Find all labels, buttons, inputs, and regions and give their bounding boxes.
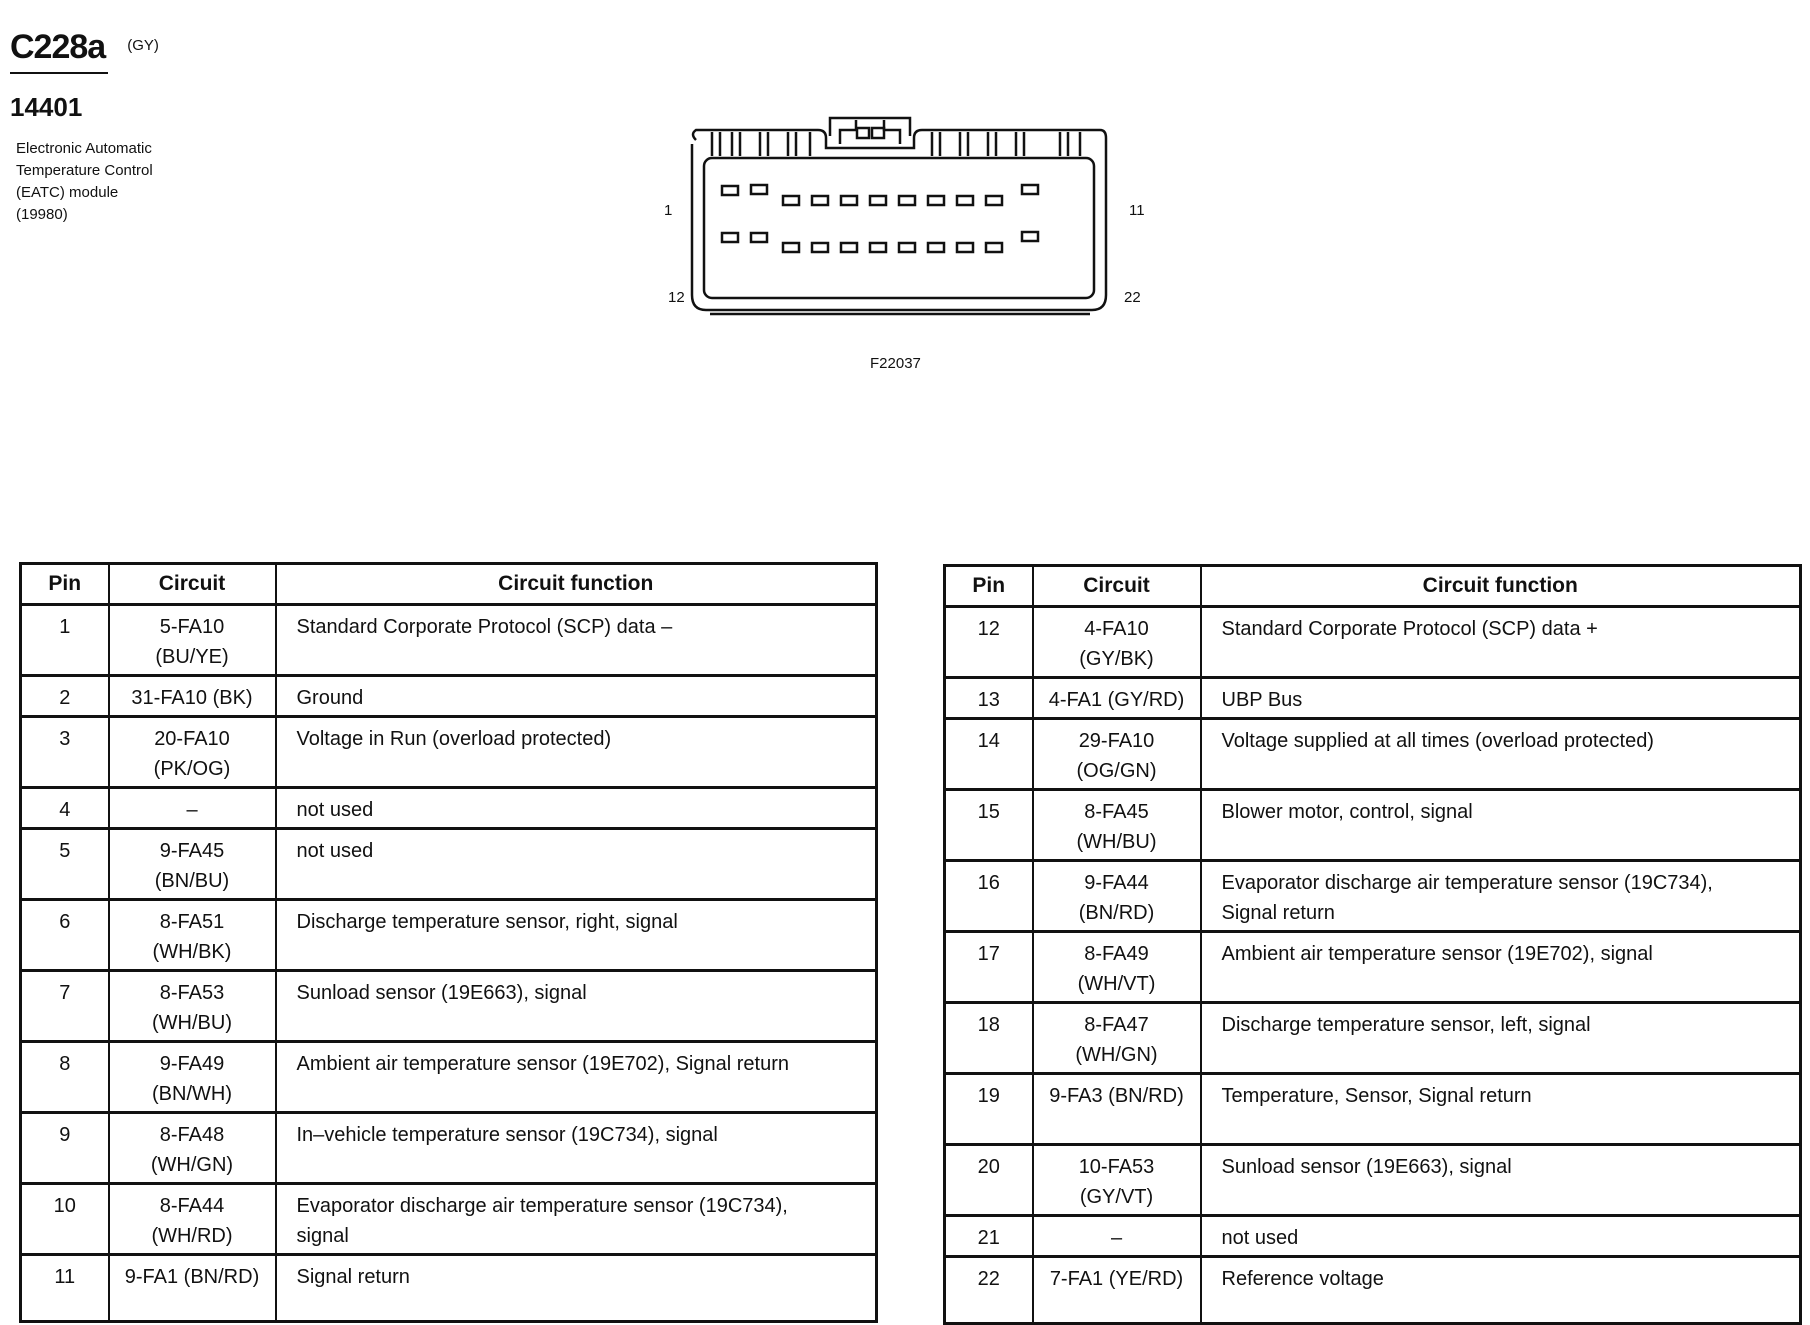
description-line: Electronic Automatic <box>16 140 152 157</box>
function-column-header: Circuit function <box>1201 566 1801 607</box>
circuit-id: 9-FA1 (BN/RD) <box>124 1266 260 1288</box>
connector-color: (GY) <box>127 37 159 54</box>
title-underline <box>10 72 108 74</box>
circuit-cell <box>109 1255 276 1322</box>
circuit-cell <box>109 971 276 1042</box>
circuit-color: (WH/BU) <box>152 1012 232 1034</box>
circuit-id: 20-FA10 <box>154 728 230 750</box>
pin-number: 2 <box>21 676 109 717</box>
table-row <box>945 861 1801 932</box>
table-row <box>21 676 877 717</box>
circuit-color: (WH/BU) <box>1076 831 1157 853</box>
table-row <box>21 971 877 1042</box>
table-row <box>945 1145 1801 1216</box>
circuit-column-header: Circuit <box>109 564 276 605</box>
table-row <box>945 678 1801 719</box>
cavity <box>812 196 828 205</box>
function-cell <box>1201 1074 1801 1145</box>
circuit-color: (GY/BK) <box>1079 648 1154 670</box>
circuit-cell <box>1033 790 1201 861</box>
table-row <box>21 605 877 676</box>
cavity <box>722 233 738 242</box>
function-cell <box>1201 932 1801 1003</box>
cavity <box>722 186 738 195</box>
circuit-color: (WH/VT) <box>1077 973 1156 995</box>
cavity <box>1022 185 1038 194</box>
function-text: Standard Corporate Protocol (SCP) data – <box>296 616 673 638</box>
circuit-id: 4-FA10 <box>1084 618 1149 640</box>
pinout-table-right <box>943 564 1802 1325</box>
circuit-id: 31-FA10 (BK) <box>131 687 253 709</box>
circuit-id: 29-FA10 <box>1078 730 1155 752</box>
circuit-id: 7-FA1 (YE/RD) <box>1049 1268 1184 1290</box>
function-text: not used <box>1221 1227 1299 1249</box>
function-text: Voltage supplied at all times (overload protected) <box>1221 730 1654 752</box>
function-cell <box>1201 1003 1801 1074</box>
circuit-id: 8-FA53 <box>159 982 225 1004</box>
pinout-table-left <box>19 562 878 1323</box>
cavity <box>986 196 1002 205</box>
circuit-cell <box>109 1042 276 1113</box>
function-text: In–vehicle temperature sensor (19C734), signal <box>296 1124 718 1146</box>
pin-number: 4 <box>21 788 109 829</box>
table-row <box>21 900 877 971</box>
function-cell <box>276 788 877 829</box>
latch-window-left <box>857 128 869 138</box>
function-text: Signal return <box>1221 902 1335 924</box>
pin-number: 6 <box>21 900 109 971</box>
function-text: Temperature, Sensor, Signal return <box>1221 1085 1532 1107</box>
circuit-cell <box>1033 932 1201 1003</box>
circuit-cell <box>1033 719 1201 790</box>
circuit-id: 9-FA3 (BN/RD) <box>1049 1085 1184 1107</box>
function-text: Sunload sensor (19E663), signal <box>1221 1156 1512 1178</box>
function-cell <box>276 1184 877 1255</box>
cavity <box>957 243 973 252</box>
cavity <box>899 196 915 205</box>
circuit-id: 8-FA44 <box>159 1195 225 1217</box>
pin-number: 13 <box>945 678 1033 719</box>
circuit-id: 8-FA49 <box>1084 943 1149 965</box>
function-text: Signal return <box>296 1266 410 1288</box>
housing-ribs-left <box>712 132 810 156</box>
circuit-cell <box>109 1113 276 1184</box>
connector-face-diagram <box>660 110 1160 340</box>
function-cell <box>276 605 877 676</box>
table-row <box>21 1042 877 1113</box>
cavity <box>812 243 828 252</box>
function-text: Discharge temperature sensor, right, signal <box>296 911 678 933</box>
function-text: not used <box>296 840 374 862</box>
circuit-color: (PK/OG) <box>153 758 231 780</box>
circuit-cell <box>1033 1145 1201 1216</box>
cavity <box>783 196 799 205</box>
circuit-color: (BN/BU) <box>154 870 230 892</box>
circuit-id: 5-FA10 <box>159 616 225 638</box>
description-line: (19980) <box>16 206 68 223</box>
circuit-cell <box>1033 1257 1201 1324</box>
pin-number: 10 <box>21 1184 109 1255</box>
pin-number: 17 <box>945 932 1033 1003</box>
function-text: Sunload sensor (19E663), signal <box>296 982 587 1004</box>
circuit-cell <box>1033 607 1201 678</box>
table-row <box>945 1216 1801 1257</box>
cavity <box>783 243 799 252</box>
function-text: Voltage in Run (overload protected) <box>296 728 612 750</box>
circuit-id: – <box>186 799 198 821</box>
pin-label-11: 11 <box>1129 202 1145 219</box>
circuit-color: (WH/RD) <box>151 1225 233 1247</box>
function-cell <box>276 1113 877 1184</box>
description-line: Temperature Control <box>16 162 153 179</box>
cavity <box>928 196 944 205</box>
function-cell <box>1201 607 1801 678</box>
pin-number: 11 <box>21 1255 109 1322</box>
function-cell <box>1201 861 1801 932</box>
figure-code: F22037 <box>870 355 921 372</box>
circuit-cell <box>1033 1216 1201 1257</box>
circuit-cell <box>109 900 276 971</box>
connector-code: C228a <box>10 28 106 66</box>
pin-number: 3 <box>21 717 109 788</box>
circuit-id: 8-FA48 <box>159 1124 225 1146</box>
cavity <box>841 243 857 252</box>
circuit-color: (WH/GN) <box>1075 1044 1158 1066</box>
circuit-cell <box>1033 1074 1201 1145</box>
housing-ribs-right <box>932 132 1080 156</box>
function-text: Ground <box>296 687 364 709</box>
pin-number: 14 <box>945 719 1033 790</box>
function-text: Standard Corporate Protocol (SCP) data + <box>1221 618 1598 640</box>
pin-number: 20 <box>945 1145 1033 1216</box>
pin-number: 7 <box>21 971 109 1042</box>
table-row <box>945 1074 1801 1145</box>
circuit-cell <box>1033 1003 1201 1074</box>
cavity <box>870 196 886 205</box>
function-text: Ambient air temperature sensor (19E702), signal <box>1221 943 1653 965</box>
circuit-id: – <box>1110 1227 1123 1249</box>
pin-number: 21 <box>945 1216 1033 1257</box>
pin-number: 1 <box>21 605 109 676</box>
function-text: Ambient air temperature sensor (19E702), Signal return <box>296 1053 789 1075</box>
cavity <box>899 243 915 252</box>
table-row <box>945 790 1801 861</box>
function-text: Reference voltage <box>1221 1268 1384 1290</box>
table-row <box>945 719 1801 790</box>
table-row <box>21 1255 877 1322</box>
function-text: Blower motor, control, signal <box>1221 801 1473 823</box>
circuit-cell <box>1033 861 1201 932</box>
cavity <box>957 196 973 205</box>
cavity <box>841 196 857 205</box>
pin-number: 8 <box>21 1042 109 1113</box>
table-row <box>945 607 1801 678</box>
circuit-color: (WH/BK) <box>152 941 232 963</box>
circuit-cell <box>109 605 276 676</box>
connector-title <box>10 28 159 67</box>
component-description <box>16 138 216 226</box>
circuit-cell <box>109 717 276 788</box>
function-column-header: Circuit function <box>276 564 877 605</box>
circuit-id: 8-FA47 <box>1084 1014 1149 1036</box>
cavity <box>751 233 767 242</box>
circuit-cell <box>109 829 276 900</box>
pin-number: 9 <box>21 1113 109 1184</box>
circuit-color: (BN/RD) <box>1078 902 1155 924</box>
function-cell <box>276 971 877 1042</box>
circuit-column-header: Circuit <box>1033 566 1201 607</box>
function-text: Evaporator discharge air temperature sensor (19C734), <box>296 1195 788 1217</box>
circuit-color: (BN/WH) <box>152 1083 232 1105</box>
pin-column-header: Pin <box>21 564 109 605</box>
table-row <box>21 1113 877 1184</box>
circuit-color: (OG/GN) <box>1076 760 1157 782</box>
cavity <box>928 243 944 252</box>
pin-label-1: 1 <box>664 202 673 219</box>
circuit-color: (BU/YE) <box>155 646 229 668</box>
function-cell <box>276 900 877 971</box>
function-text: Evaporator discharge air temperature sensor (19C734), <box>1221 872 1713 894</box>
function-text: not used <box>296 799 374 821</box>
connector-housing-inner <box>704 158 1094 298</box>
circuit-cell <box>109 676 276 717</box>
function-text: signal <box>296 1225 349 1247</box>
circuit-id: 4-FA1 (GY/RD) <box>1048 689 1185 711</box>
latch-window-right <box>872 128 884 138</box>
cavity <box>1022 232 1038 241</box>
function-text: Discharge temperature sensor, left, signal <box>1221 1014 1591 1036</box>
circuit-id: 9-FA44 <box>1084 872 1149 894</box>
function-text: UBP Bus <box>1221 689 1303 711</box>
pin-column-header: Pin <box>945 566 1033 607</box>
function-cell <box>276 717 877 788</box>
circuit-id: 10-FA53 <box>1078 1156 1155 1178</box>
pin-number: 19 <box>945 1074 1033 1145</box>
pin-number: 16 <box>945 861 1033 932</box>
cavity <box>986 243 1002 252</box>
pin-number: 18 <box>945 1003 1033 1074</box>
pin-number: 22 <box>945 1257 1033 1324</box>
function-cell <box>1201 1145 1801 1216</box>
pin-number: 15 <box>945 790 1033 861</box>
connector-cavities-bottom-row <box>722 232 1038 252</box>
table-row <box>21 788 877 829</box>
pin-number: 5 <box>21 829 109 900</box>
circuit-cell <box>109 1184 276 1255</box>
circuit-id: 9-FA45 <box>159 840 225 862</box>
circuit-cell <box>109 788 276 829</box>
function-cell <box>1201 678 1801 719</box>
table-row <box>21 1184 877 1255</box>
circuit-id: 9-FA49 <box>159 1053 225 1075</box>
function-cell <box>1201 790 1801 861</box>
circuit-color: (GY/VT) <box>1079 1186 1154 1208</box>
function-cell <box>276 676 877 717</box>
function-cell <box>1201 1216 1801 1257</box>
table-row <box>945 1257 1801 1324</box>
function-cell <box>276 829 877 900</box>
function-cell <box>1201 719 1801 790</box>
circuit-color: (WH/GN) <box>150 1154 234 1176</box>
table-row <box>21 717 877 788</box>
table-row <box>945 932 1801 1003</box>
table-row <box>945 1003 1801 1074</box>
function-cell <box>1201 1257 1801 1324</box>
cavity <box>870 243 886 252</box>
function-cell <box>276 1042 877 1113</box>
circuit-id: 8-FA45 <box>1084 801 1149 823</box>
part-number: 14401 <box>10 92 83 122</box>
function-cell <box>276 1255 877 1322</box>
circuit-cell <box>1033 678 1201 719</box>
table-row <box>21 829 877 900</box>
connector-cavities-top-row <box>722 185 1038 205</box>
pin-label-12: 12 <box>668 289 685 306</box>
pin-number: 12 <box>945 607 1033 678</box>
cavity <box>751 185 767 194</box>
circuit-id: 8-FA51 <box>159 911 225 933</box>
pin-label-22: 22 <box>1124 289 1141 306</box>
description-line: (EATC) module <box>16 184 119 201</box>
